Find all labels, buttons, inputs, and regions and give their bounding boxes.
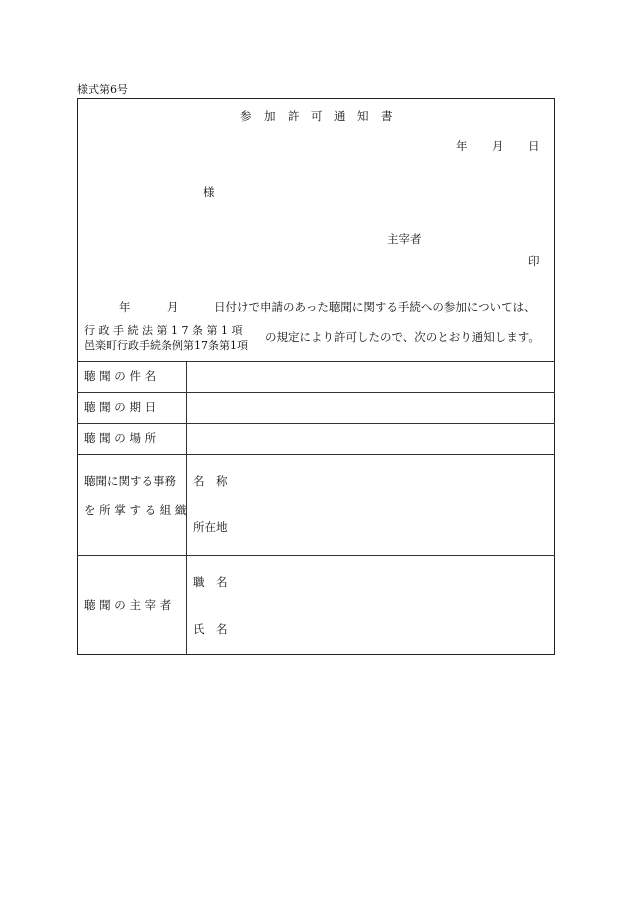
organizer-label: 主宰者 [387, 232, 422, 246]
law-reference-national: 行 政 手 続 法 第 1 7 条 第 1 項 [84, 324, 243, 337]
position-label: 職 名 [193, 575, 228, 589]
title-char: 可 [311, 109, 323, 123]
row-divider [77, 555, 555, 556]
date-month-label: 月 [492, 139, 504, 153]
body-year: 年 [119, 300, 131, 314]
date-year-label: 年 [456, 139, 468, 153]
row-divider [77, 392, 555, 393]
org-address-label: 所在地 [193, 520, 228, 534]
seal-mark: 印 [528, 254, 540, 268]
date-day-label: 日 [528, 139, 540, 153]
row-divider [77, 454, 555, 455]
hearing-place-label: 聴 聞 の 場 所 [84, 431, 157, 445]
addressee-suffix: 様 [203, 185, 215, 199]
org-name-label: 名 称 [193, 474, 228, 488]
row-divider [77, 423, 555, 424]
body-month: 月 [167, 300, 179, 314]
body-line2: の規定により許可したので、次のとおり通知します。 [265, 330, 540, 344]
person-name-label: 氏 名 [193, 622, 228, 636]
body-line1: 日付けで申請のあった聴聞に関する手続への参加については、 [214, 300, 536, 314]
org-label-line2: を 所 掌 す る 組 織 [84, 503, 187, 517]
hearing-date-label: 聴 聞 の 期 日 [84, 400, 157, 414]
title-char: 加 [264, 109, 276, 123]
title-char: 通 [334, 109, 346, 123]
hearing-organizer-label: 聴 聞 の 主 宰 者 [84, 598, 172, 612]
table-top-rule [77, 361, 555, 362]
form-number: 様式第6号 [77, 83, 128, 96]
title-char: 知 [357, 109, 369, 123]
law-reference-local: 邑楽町行政手続条例第17条第1項 [84, 339, 248, 352]
org-label-line1: 聴聞に関する事務 [84, 474, 176, 488]
title-char: 参 [240, 109, 252, 123]
title-char: 書 [381, 109, 393, 123]
title-char: 許 [288, 109, 300, 123]
case-name-label: 聴 聞 の 件 名 [84, 369, 157, 383]
